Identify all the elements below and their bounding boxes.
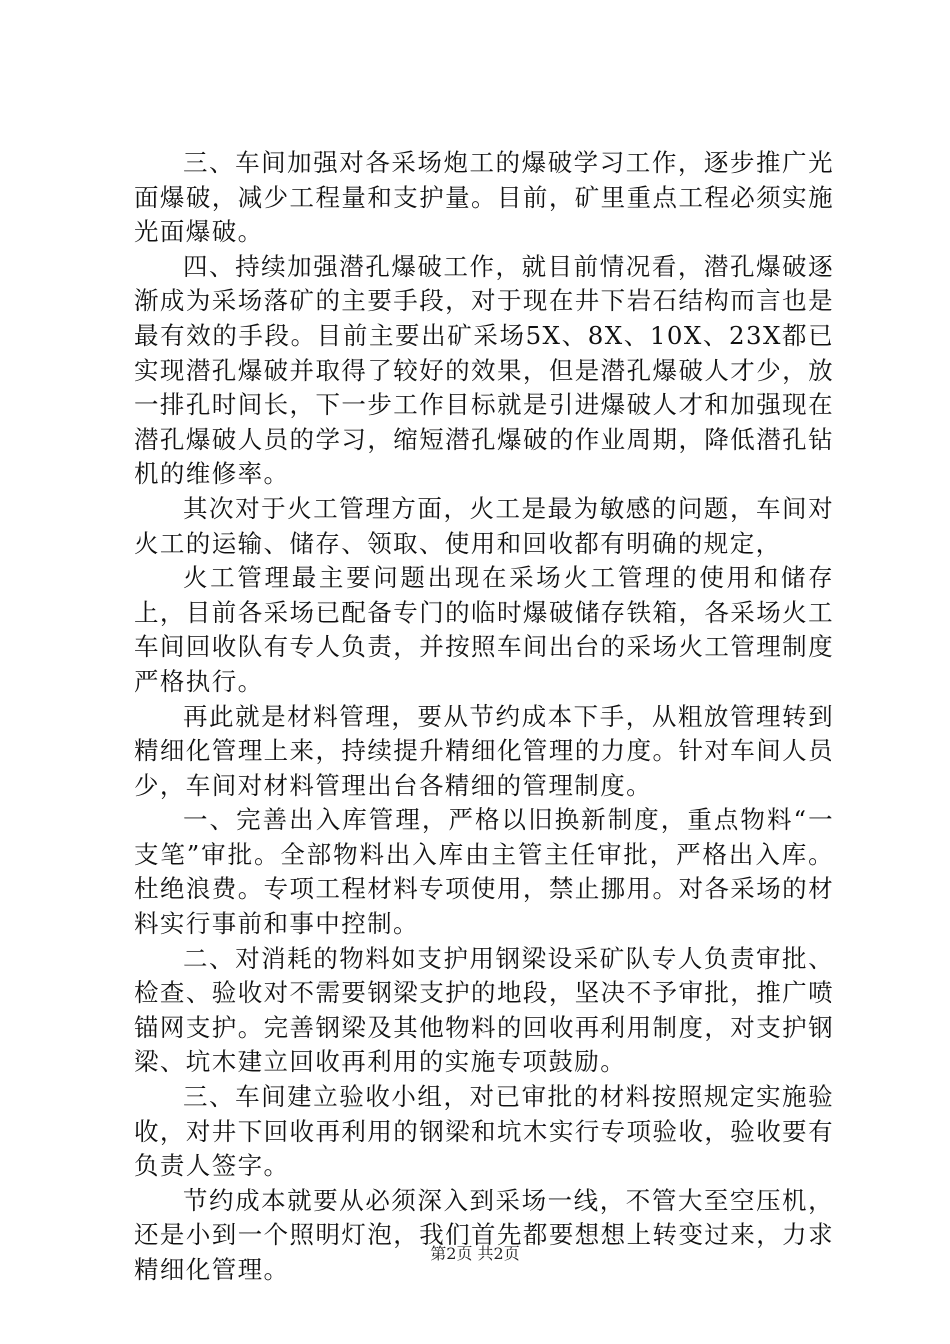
paragraph-cost-saving: 节约成本就要从必须深入到采场一线，不管大至空压机，还是小到一个照明灯泡，我们首先都要想想上转变过来，力求精细化管理。 <box>134 1185 834 1284</box>
document-body <box>134 146 834 1288</box>
paragraph-acceptance-team: 三、车间建立验收小组，对已审批的材料按照规定实施验收，对井下回收再利用的钢梁和坑木实行专项验收，验收要有负责人签字。 <box>134 1082 834 1181</box>
paragraph-photo-blasting: 三、车间加强对各采场炮工的爆破学习工作，逐步推广光面爆破，减少工程量和支护量。目前，矿里重点工程必须实施光面爆破。 <box>134 148 834 247</box>
paragraph-explosives-management: 其次对于火工管理方面，火工是最为敏感的问题，车间对火工的运输、储存、领取、使用和回收都有明确的规定， <box>134 493 834 558</box>
page-number-footer: 第2页 共2页 <box>430 1244 520 1263</box>
paragraph-warehouse-management: 一、完善出入库管理，严格以旧换新制度，重点物料“一支笔”审批。全部物料出入库由主管主任审批，严格出入库。杜绝浪费。专项工程材料专项使用，禁止挪用。对各采场的材料实行事前和事中控制。 <box>134 805 834 939</box>
paragraph-materials-management: 再此就是材料管理，要从节约成本下手，从粗放管理转到精细化管理上来，持续提升精细化管理的力度。针对车间人员少，车间对材料管理出台各精细的管理制度。 <box>134 701 834 800</box>
paragraph-consumables-approval: 二、对消耗的物料如支护用钢梁设采矿队专人负责审批、检查、验收对不需要钢梁支护的地段，坚决不予审批，推广喷锚网支护。完善钢梁及其他物料的回收再利用制度，对支护钢梁、坑木建立回收再利用的实施专项鼓励。 <box>134 943 834 1077</box>
paragraph-dth-blasting: 四、持续加强潜孔爆破工作，就目前情况看，潜孔爆破逐渐成为采场落矿的主要手段，对于现在井下岩石结构而言也是最有效的手段。目前主要出矿采场5X、8X、10X、23X都已实现潜孔爆破并取得了较好的效果，但是潜孔爆破人才少，放一排孔时间长，下一步工作目标就是引进爆破人才和加强现在潜孔爆破人员的学习，缩短潜孔爆破的作业周期，降低潜孔钻机的维修率。 <box>134 251 834 489</box>
paragraph-explosives-storage: 火工管理最主要问题出现在采场火工管理的使用和储存上，目前各采场已配备专门的临时爆破储存铁箱，各采场火工车间回收队有专人负责，并按照车间出台的采场火工管理制度严格执行。 <box>134 563 834 696</box>
